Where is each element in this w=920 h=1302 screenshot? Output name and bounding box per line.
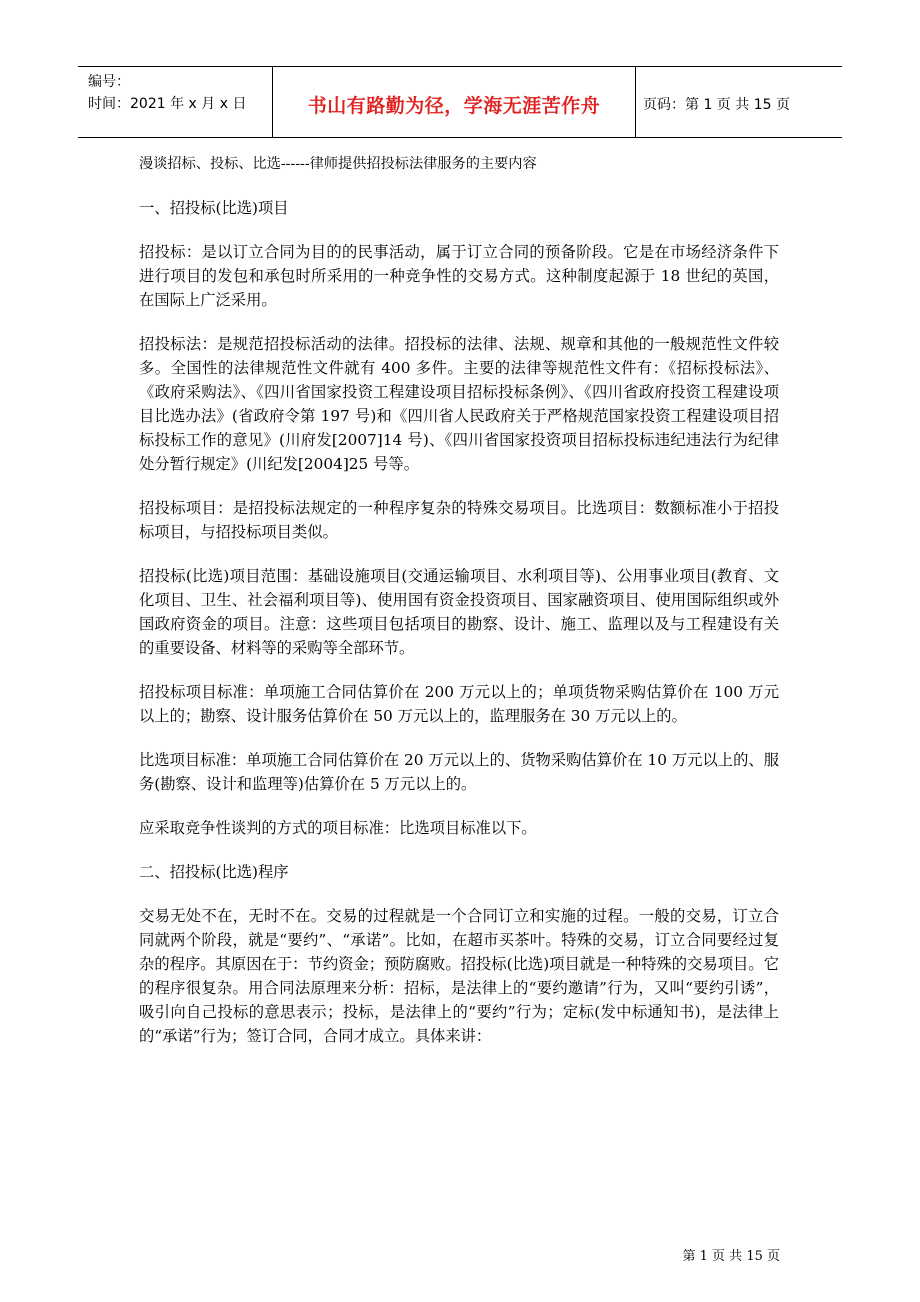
- document-body: [139, 152, 779, 1048]
- section-heading-1: 一、招投标(比选)项目: [139, 199, 289, 217]
- header-info-cell: [78, 67, 272, 137]
- header-page-cell: [635, 67, 842, 137]
- number-label: 编号：: [88, 74, 130, 90]
- paragraph-6: 比选项目标准：单项施工合同估算价在 20 万元以上的、货物采购估算价在 10 万元以上的、服务(勘察、设计和监理等)估算价在 5 万元以上的。: [139, 751, 779, 793]
- time-label: 时间：2021 年 x 月 x 日: [88, 96, 247, 112]
- paragraph-3: 招投标项目：是招投标法规定的一种程序复杂的特殊交易项目。比选项目：数额标准小于招投标项目，与招投标项目类似。: [139, 499, 779, 541]
- paragraph-1: 招投标：是以订立合同为目的的民事活动，属于订立合同的预备阶段。它是在市场经济条件下进行项目的发包和承包时所采用的一种竞争性的交易方式。这种制度起源于 18 世纪的英国，在国际上广泛采用。: [139, 243, 779, 309]
- page-label: 页码：第 1 页 共 15 页: [643, 97, 790, 113]
- motto: 书山有路勤为径，学海无涯苦作舟: [307, 95, 601, 117]
- section-heading-2: 二、招投标(比选)程序: [139, 863, 289, 881]
- paragraph-8: 交易无处不在，无时不在。交易的过程就是一个合同订立和实施的过程。一般的交易，订立合同就两个阶段，就是“要约”、“承诺”。比如，在超市买茶叶。特殊的交易，订立合同要经过复杂的程序。其原因在于：节约资金；预防腐败。招投标(比选)项目就是一种特殊的交易项目。它的程序很复杂。用合同法原理来分析：招标，是法律上的“要约邀请”行为，又叫“要约引诱”，吸引向自己投标的意思表示；投标，是法律上的“要约”行为；定标(发中标通知书)，是法律上的“承诺”行为；签订合同，合同才成立。具体来讲：: [139, 907, 779, 1045]
- header-table: [78, 66, 842, 138]
- paragraph-4: 招投标(比选)项目范围：基础设施项目(交通运输项目、水利项目等)、公用事业项目(教育、文化项目、卫生、社会福利项目等)、使用国有资金投资项目、国家融资项目、使用国际组织或外国政府资金的项目。注意：这些项目包括项目的勘察、设计、施工、监理以及与工程建设有关的重要设备、材料等的采购等全部环节。: [139, 567, 779, 657]
- paragraph-5: 招投标项目标准：单项施工合同估算价在 200 万元以上的；单项货物采购估算价在 100 万元以上的；勘察、设计服务估算价在 50 万元以上的，监理服务在 30 万元以上的。: [139, 683, 779, 725]
- paragraph-2: 招投标法：是规范招投标活动的法律。招投标的法律、法规、规章和其他的一般规范性文件较多。全国性的法律规范性文件就有 400 多件。主要的法律等规范性文件有：《招标投标法》、《政府采购法》、《四川省国家投资工程建设项目招标投标条例》、《四川省政府投资工程建设项目比选办法》(省政府令第 197 号)和《四川省人民政府关于严格规范国家投资工程建设项目招标投标工作的意见》(川府发[2007]14 号)、《四川省国家投资项目招标投标违纪违法行为纪律处分暂行规定》(川纪发[2004]25 号等。: [139, 335, 779, 473]
- header-motto-cell: [272, 67, 636, 137]
- page-footer: 第 1 页 共 15 页: [682, 1249, 780, 1264]
- paragraph-7: 应采取竞争性谈判的方式的项目标准：比选项目标准以下。: [139, 819, 537, 837]
- document-title: 漫谈招标、投标、比选------律师提供招投标法律服务的主要内容: [139, 156, 537, 172]
